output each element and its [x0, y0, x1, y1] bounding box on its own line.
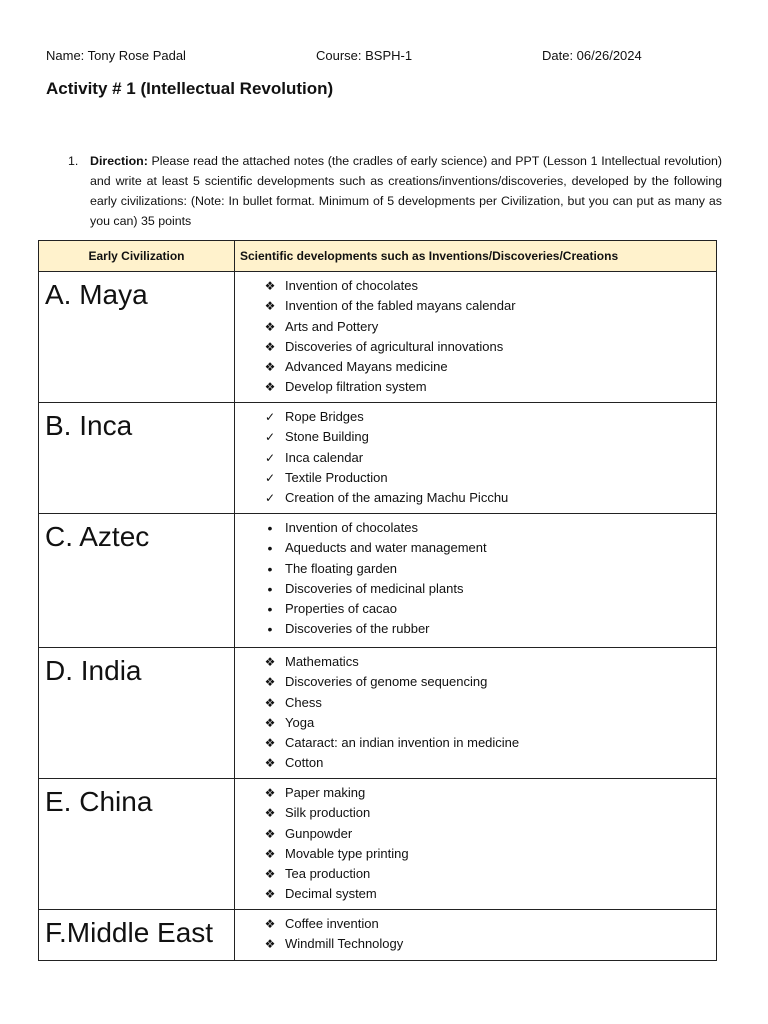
- list-item: [235, 864, 716, 884]
- list-item: [235, 337, 716, 357]
- development-text: Yoga: [285, 714, 315, 730]
- development-text: Coffee invention: [285, 916, 379, 931]
- table-row: [39, 272, 717, 403]
- development-text: Discoveries of medicinal plants: [285, 580, 464, 596]
- development-text: Arts and Pottery: [285, 318, 379, 334]
- diamond-bullet-icon: ❖: [264, 675, 276, 690]
- diamond-bullet-icon: ❖: [264, 299, 276, 314]
- development-text: Gunpowder: [285, 825, 353, 841]
- developments-cell: [235, 910, 717, 961]
- diamond-bullet-icon: ❖: [264, 756, 276, 771]
- check-icon: ✓: [264, 430, 276, 445]
- developments-cell: [235, 272, 717, 403]
- development-text: Invention of the fabled mayans calendar: [285, 298, 516, 314]
- bullet-icon: •: [267, 560, 273, 577]
- list-item: [235, 783, 716, 803]
- list-item: [235, 619, 716, 639]
- list-item: [235, 693, 716, 713]
- list-item: [235, 276, 716, 296]
- development-text: Develop filtration system: [285, 379, 427, 395]
- diamond-bullet-icon: ❖: [264, 655, 276, 669]
- diamond-bullet-icon: ❖: [264, 695, 276, 710]
- list-item: [235, 753, 716, 773]
- bullet-icon: •: [267, 621, 273, 638]
- direction-paragraph: [68, 151, 722, 231]
- list-item: [235, 803, 716, 823]
- developments-list: [235, 779, 716, 905]
- diamond-bullet-icon: ❖: [264, 867, 276, 882]
- development-text: Discoveries of genome sequencing: [285, 674, 488, 690]
- developments-list: [235, 648, 716, 774]
- diamond-bullet-icon: ❖: [264, 715, 276, 730]
- list-item: [235, 914, 716, 934]
- list-item: [235, 317, 716, 337]
- diamond-bullet-icon: ❖: [264, 339, 276, 354]
- table-header-row: [39, 241, 717, 272]
- development-text: Decimal system: [285, 886, 377, 902]
- diamond-bullet-icon: ❖: [264, 319, 276, 334]
- civilization-name: D. India: [39, 648, 235, 779]
- col-header-developments: Scientific developments such as Inventions/Discoveries/Creations: [235, 241, 717, 272]
- activity-title: Activity # 1 (Intellectual Revolution): [46, 79, 334, 98]
- list-item: [235, 468, 716, 488]
- course: Course: BSPH-1: [316, 48, 413, 63]
- developments-cell: [235, 403, 717, 514]
- development-text: Invention of chocolates: [285, 278, 418, 293]
- development-text: Discoveries of agricultural innovations: [285, 338, 504, 354]
- table-row: [39, 403, 717, 514]
- civilization-name: B. Inca: [39, 403, 235, 514]
- check-icon: ✓: [264, 450, 276, 465]
- direction-text: Please read the attached notes (the cradles of early science) and PPT (Lesson 1 Intellectual revolution) and write at least 5 scientific developments such as creations/inventions/discoveries, developed by the following early civilizations: (Note: In bullet format. Minimum of 5 developments per Civilization, but you can put as many as you can) 35 points: [90, 154, 722, 228]
- diamond-bullet-icon: ❖: [264, 806, 276, 821]
- direction-label: Direction:: [90, 154, 148, 168]
- bullet-icon: •: [267, 520, 273, 536]
- check-icon: ✓: [264, 470, 276, 485]
- diamond-bullet-icon: ❖: [264, 917, 276, 931]
- check-icon: ✓: [264, 491, 276, 506]
- developments-list: [235, 514, 716, 640]
- list-item: [235, 357, 716, 377]
- development-text: Discoveries of the rubber: [285, 621, 430, 637]
- development-text: Stone Building: [285, 429, 369, 445]
- development-text: Textile Production: [285, 469, 388, 485]
- list-item: [235, 733, 716, 753]
- check-icon: ✓: [264, 410, 276, 424]
- list-item: [235, 844, 716, 864]
- developments-list: [235, 910, 716, 955]
- development-text: Windmill Technology: [285, 936, 404, 952]
- table-row: [39, 648, 717, 779]
- civilization-name: A. Maya: [39, 272, 235, 403]
- date: Date: 06/26/2024: [542, 48, 642, 63]
- development-text: Cataract: an indian invention in medicine: [285, 735, 520, 751]
- development-text: The floating garden: [285, 560, 398, 576]
- diamond-bullet-icon: ❖: [264, 360, 276, 375]
- civilization-table: [38, 240, 717, 961]
- list-item: [235, 824, 716, 844]
- development-text: Movable type printing: [285, 845, 409, 861]
- list-item: [235, 538, 716, 558]
- development-text: Cotton: [285, 755, 324, 771]
- civilization-name: E. China: [39, 779, 235, 910]
- list-item: [235, 934, 716, 954]
- diamond-bullet-icon: ❖: [264, 887, 276, 902]
- bullet-icon: •: [267, 601, 273, 618]
- development-text: Chess: [285, 694, 322, 710]
- development-text: Silk production: [285, 805, 371, 821]
- development-text: Paper making: [285, 785, 366, 800]
- list-item: [235, 407, 716, 427]
- diamond-bullet-icon: ❖: [264, 786, 276, 800]
- list-item: [235, 559, 716, 579]
- diamond-bullet-icon: ❖: [264, 736, 276, 751]
- list-item: [235, 427, 716, 447]
- table-row: [39, 910, 717, 961]
- developments-list: [235, 403, 716, 508]
- developments-cell: [235, 779, 717, 910]
- developments-cell: [235, 514, 717, 648]
- civilization-name: F.Middle East: [39, 910, 235, 961]
- list-item: [235, 377, 716, 397]
- table-row: [39, 514, 717, 648]
- list-number: 1.: [68, 154, 79, 168]
- diamond-bullet-icon: ❖: [264, 937, 276, 952]
- list-item: [235, 448, 716, 468]
- developments-cell: [235, 648, 717, 779]
- list-item: [235, 296, 716, 316]
- development-text: Inca calendar: [285, 449, 364, 465]
- diamond-bullet-icon: ❖: [264, 826, 276, 841]
- diamond-bullet-icon: ❖: [264, 846, 276, 861]
- bullet-icon: •: [267, 540, 273, 557]
- list-item: [235, 518, 716, 538]
- bullet-icon: •: [267, 580, 273, 597]
- development-text: Tea production: [285, 866, 371, 882]
- development-text: Creation of the amazing Machu Picchu: [285, 490, 509, 506]
- civilization-name: C. Aztec: [39, 514, 235, 648]
- development-text: Properties of cacao: [285, 601, 398, 617]
- development-text: Advanced Mayans medicine: [285, 359, 448, 375]
- development-text: Invention of chocolates: [285, 520, 418, 535]
- diamond-bullet-icon: ❖: [264, 279, 276, 293]
- list-item: [235, 599, 716, 619]
- student-name: Name: Tony Rose Padal: [46, 48, 186, 63]
- col-header-civilization: Early Civilization: [39, 241, 235, 272]
- development-text: Mathematics: [285, 654, 359, 669]
- list-item: [235, 488, 716, 508]
- development-text: Rope Bridges: [285, 409, 364, 424]
- diamond-bullet-icon: ❖: [264, 380, 276, 395]
- table-row: [39, 779, 717, 910]
- list-item: [235, 672, 716, 692]
- developments-list: [235, 272, 716, 398]
- development-text: Aqueducts and water management: [285, 540, 487, 556]
- list-item: [235, 579, 716, 599]
- list-item: [235, 713, 716, 733]
- list-item: [235, 884, 716, 904]
- list-item: [235, 652, 716, 672]
